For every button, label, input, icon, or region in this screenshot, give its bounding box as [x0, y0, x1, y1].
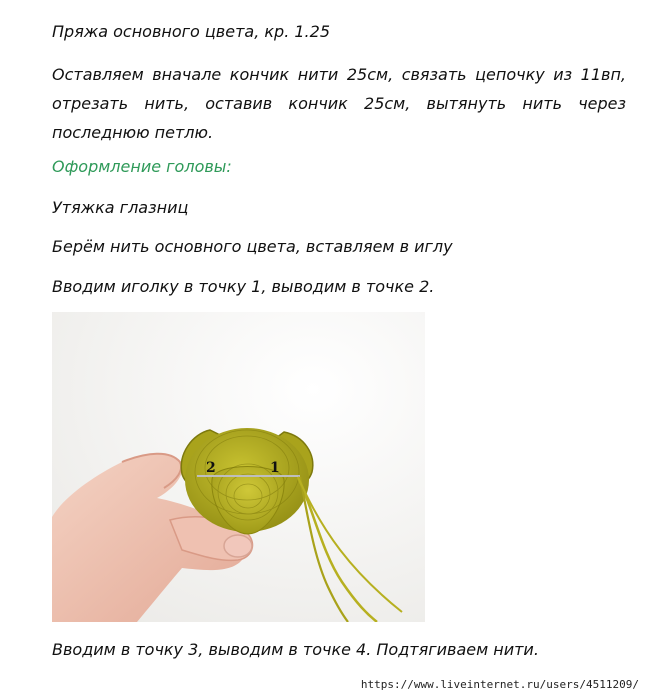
toy-head-photo	[52, 312, 425, 622]
thumbnail-shape	[224, 535, 252, 557]
step-title: Утяжка глазниц	[52, 198, 189, 217]
section-heading: Оформление головы:	[52, 157, 232, 176]
step-2-text: Вводим иголку в точку 1, выводим в точке 2.	[52, 277, 435, 296]
yarn-line: Пряжа основного цвета, кр. 1.25	[52, 22, 330, 41]
point-label-2: 2	[206, 460, 216, 476]
instruction-paragraph: Оставляем вначале кончик нити 25см, связать цепочку из 11вп, отрезать нить, оставив кончик 25см, вытянуть нить через последнюю петлю.	[52, 65, 626, 142]
point-label-1: 1	[270, 460, 280, 476]
step-3-text: Вводим в точку 3, выводим в точке 4. Подтягиваем нити.	[52, 640, 539, 659]
source-url[interactable]: https://www.liveinternet.ru/users/4511209/	[360, 678, 639, 691]
step-1-text: Берём нить основного цвета, вставляем в иглу	[52, 237, 453, 256]
toy-head-illustration	[52, 312, 425, 622]
